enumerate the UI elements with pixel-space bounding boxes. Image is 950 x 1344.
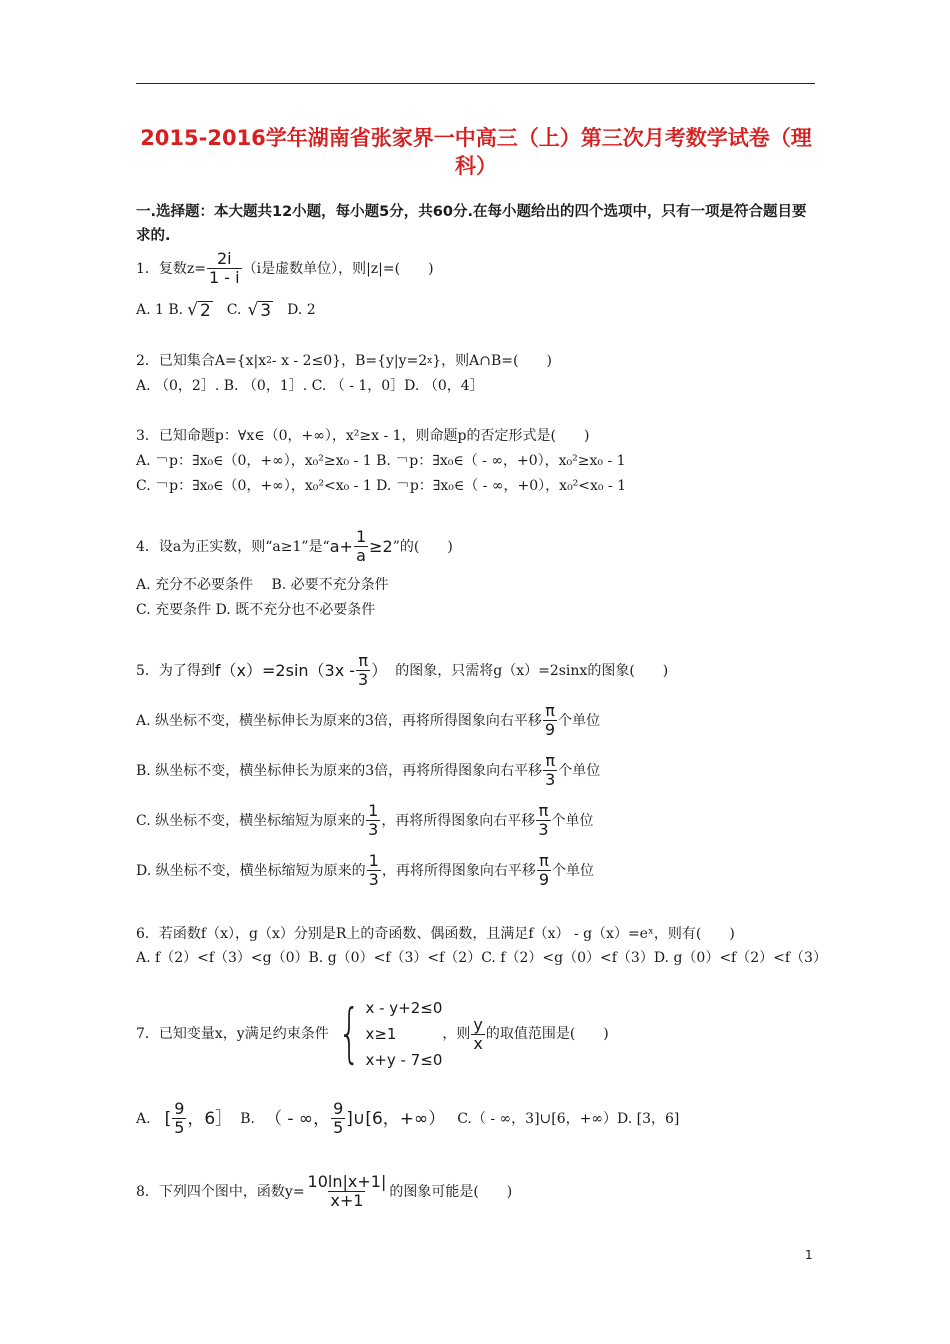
- question-1: [136, 250, 434, 287]
- q1-options: [136, 300, 316, 320]
- question-7: 7．已知变量x，y满足约束条件 { x - y+2≤0 x≥1 x+y - 7≤0 ，则 $\frac{y}{x}$ 的取值范围是( ): [136, 997, 609, 1071]
- q4-options-ab: A. 充分不必要条件 B. 必要不充分条件: [136, 577, 389, 593]
- q7-options: A. [ $\frac{9}{5}$ ，6］ B. （ - ∞， $\frac{9}{5}$ ]∪[6，+∞） C.（ - ∞，3]∪[6，+∞）D. [3，6]: [136, 1099, 680, 1137]
- question-8: 8．下列四个图中，函数y= $\frac{10\ln|x+1|}{x+1}$ 的图象可能是( ): [136, 1172, 513, 1210]
- question-5: 5．为了得到 f（x）=2sin（3x - $\frac{\pi}{3}$ ） 的图象，只需将g（x）=2sinx的图象( ): [136, 651, 669, 689]
- question-6: 6．若函数f（x），g（x）分别是R上的奇函数、偶函数，且满足f（x） - g（x）=eˣ，则有( ): [136, 926, 735, 942]
- q5-fraction: $\frac{\pi}{3}$: [358, 651, 369, 689]
- question-3: 3．已知命题p：∀x∈（0，+∞），x²≥x - 1，则命题p的否定形式是( ): [136, 428, 590, 444]
- q5-option-d: D. 纵坐标不变，横坐标缩短为原来的 $\frac{1}{3}$ ，再将所得图象向右平移 $\frac{\pi}{9}$ 个单位: [136, 851, 595, 889]
- q3-options-ab: A. ￢p：∃x₀∈（0，+∞），x₀²≥x₀ - 1 B. ￢p：∃x₀∈（ - ∞，+0），x₀²≥x₀ - 1: [136, 453, 626, 469]
- q7-constraint-3: x+y - 7≤0: [365, 1051, 443, 1069]
- header-rule: [136, 83, 815, 84]
- q5-option-a: A. 纵坐标不变，横坐标伸长为原来的3倍，再将所得图象向右平移 $\frac{\pi}{9}$ 个单位: [136, 701, 601, 739]
- q1-denominator: 1 - i: [209, 268, 240, 287]
- page-number: 1: [805, 1248, 813, 1262]
- section-heading: 一.选择题：本大题共12小题，每小题5分，共60分.在每小题给出的四个选项中，只有一项是符合题目要求的.: [136, 204, 807, 244]
- q1-option-a-b: A. 1 B.: [136, 302, 184, 318]
- q1-sqrt-2: √ 2: [187, 300, 211, 321]
- q4-fraction: $\frac{1}{a}$: [355, 527, 367, 565]
- q6-options: A. f（2）<f（3）<g（0）B. g（0）<f（3）<f（2）C. f（2）<g（0）<f（3）D. g（0）<f（2）<f（3）: [136, 950, 827, 966]
- page-title: 2015-2016学年湖南省张家界一中高三（上）第三次月考数学试卷（理科）: [140, 126, 812, 178]
- q5-option-b: B. 纵坐标不变，横坐标伸长为原来的3倍，再将所得图象向右平移 $\frac{\pi}{3}$ 个单位: [136, 751, 601, 789]
- q1-stem-post: （i是虚数单位），则|z|=( ): [242, 260, 434, 277]
- q8-fraction: $\frac{10\ln|x+1|}{x+1}$: [307, 1172, 387, 1210]
- q1-sqrt-3: √ 3: [247, 300, 272, 321]
- q1-stem-pre: 1．复数z=: [136, 260, 207, 277]
- q7-constraint-1: x - y+2≤0: [365, 999, 443, 1017]
- q1-fraction: [207, 250, 242, 287]
- q4-options-cd: C. 充要条件 D. 既不充分也不必要条件: [136, 602, 376, 618]
- q5-option-c: C. 纵坐标不变，横坐标缩短为原来的 $\frac{1}{3}$ ，再将所得图象向右平移 $\frac{\pi}{3}$ 个单位: [136, 801, 594, 839]
- q2-options: A. （0，2］. B. （0，1］. C. （ - 1，0］D. （0，4］: [136, 378, 484, 394]
- brace-icon: {: [337, 997, 361, 1071]
- q7-constraint-system: [329, 995, 443, 1073]
- question-4: 4．设a为正实数，则“a≥1”是“ a+ $\frac{1}{a}$ ≥2 ”的( ): [136, 527, 453, 565]
- q7-fraction: $\frac{y}{x}$: [473, 1014, 483, 1053]
- q3-options-cd: C. ￢p：∃x₀∈（0，+∞），x₀²<x₀ - 1 D. ￢p：∃x₀∈（ - ∞，+0），x₀²<x₀ - 1: [136, 478, 627, 494]
- question-2: 2．已知集合A={x|x 2 - x - 2≤0}，B={y|y=2 x }，则A∩B=( ): [136, 353, 552, 369]
- q1-option-d: D. 2: [287, 302, 316, 318]
- q1-option-c: C.: [226, 302, 242, 318]
- q1-numerator: 2i: [216, 249, 232, 268]
- q7-constraint-2: x≥1: [365, 1025, 397, 1043]
